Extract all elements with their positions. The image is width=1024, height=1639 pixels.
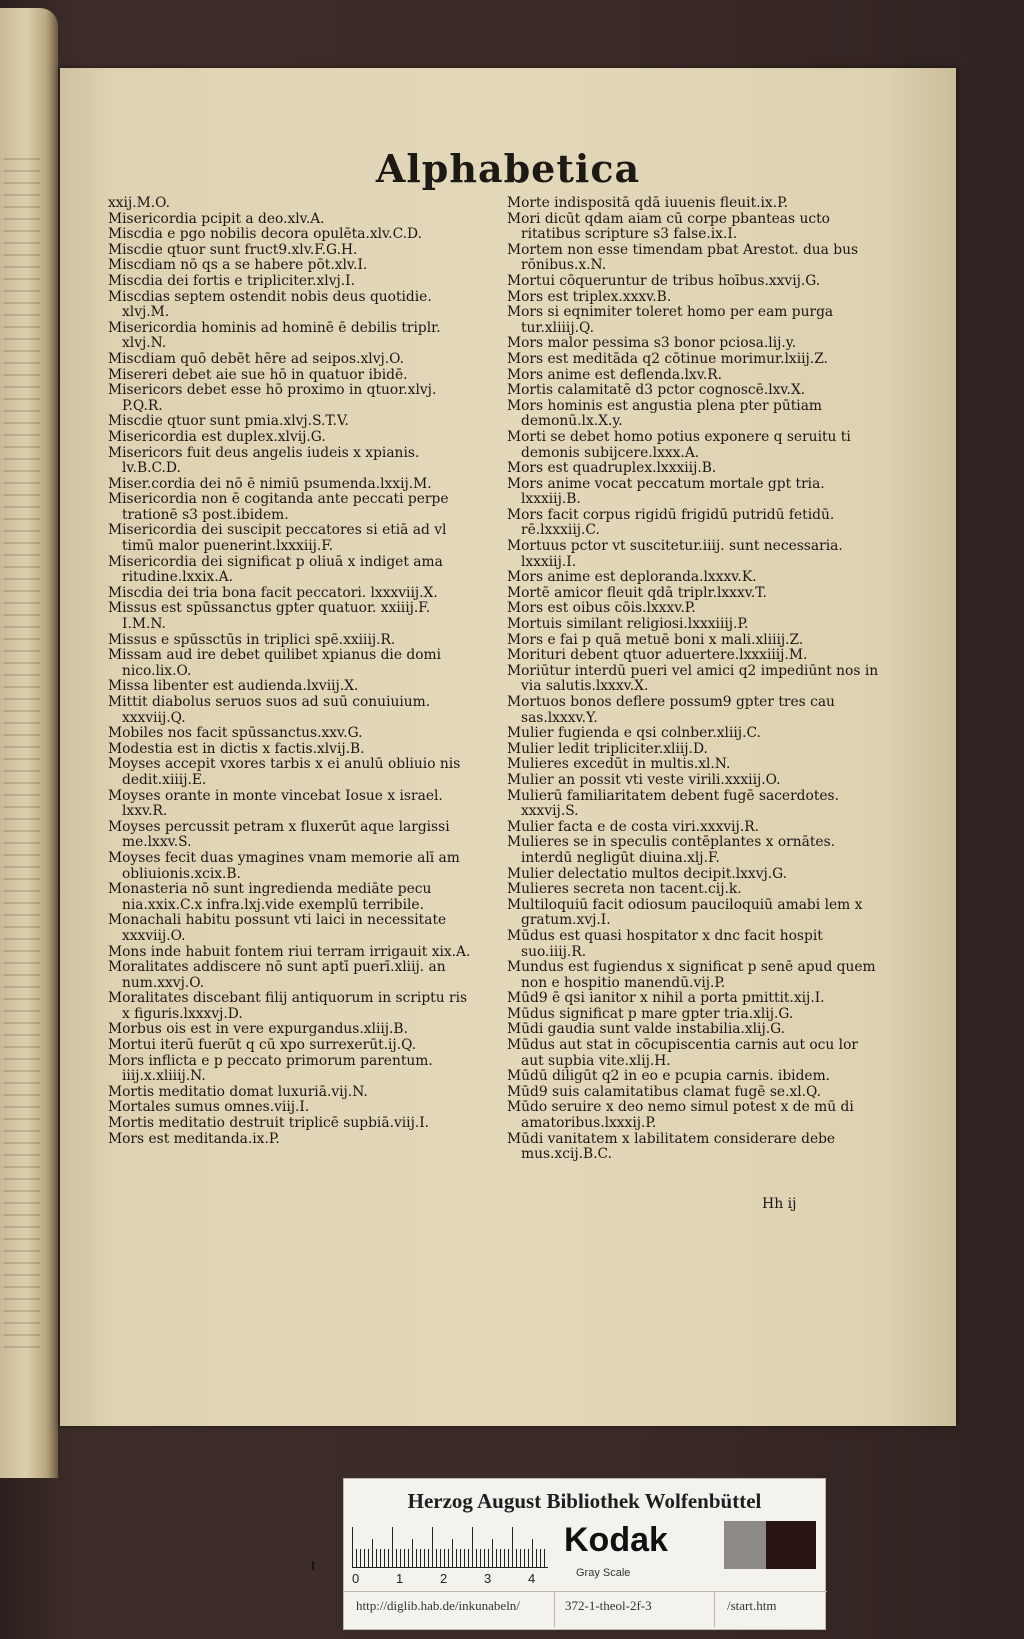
ruler-tick xyxy=(508,1549,509,1567)
index-entry: Morte indispositā qdā iuuenis fleuit.ix.P. xyxy=(507,195,788,211)
ruler-tick xyxy=(376,1549,377,1567)
index-entry: Miscdie qtuor sunt fruct9.xlv.F.G.H. xyxy=(108,241,358,258)
cm-ruler xyxy=(352,1525,548,1568)
index-entry: Mors inflicta e p peccato primorum parentum. iiij.x.xliiij.N. xyxy=(108,1052,433,1085)
index-entry: Miscdia dei tria bona facit peccatori. lxxxviij.X. xyxy=(108,584,438,601)
ruler-tick xyxy=(472,1527,473,1567)
ruler-tick xyxy=(520,1549,521,1567)
index-entry: Mors e fai p quā metuē boni x mali.xliiij.Z. xyxy=(507,631,804,648)
index-entry: Moralitates discebant filij antiquorum in scriptu ris x figuris.lxxxvj.D. xyxy=(108,990,468,1022)
ruler-tick xyxy=(408,1549,409,1567)
index-entry: Mors si eqnimiter toleret homo per eam purga tur.xliiij.Q. xyxy=(507,304,834,336)
index-entry: Misericordia dei significat p oliuā x indiget ama ritudine.lxxix.A. xyxy=(108,553,443,586)
index-entry: Modestia est in dictis x factis.xlvij.B. xyxy=(108,740,365,757)
index-entry: Mulier fugienda e qsi colnber.xliij.C. xyxy=(507,725,761,742)
index-entry: Moriūtur interdū pueri vel amici q2 impediūnt nos in via salutis.lxxxv.X. xyxy=(507,662,879,695)
ruler-tick xyxy=(444,1549,445,1567)
ruler-tick xyxy=(372,1539,373,1567)
index-entry: Mons inde habuit fontem riui terram irrigauit xix.A. xyxy=(108,943,471,960)
index-entry: Mobiles nos facit spūssanctus.xxv.G. xyxy=(108,725,363,742)
ruler-tick xyxy=(360,1549,361,1567)
index-entry: Moyses fecit duas ymagines vnam memorie alī am obliuionis.xcix.B. xyxy=(108,849,460,882)
ruler-tick xyxy=(456,1549,457,1567)
index-entry: Mortuos bonos deflere possum9 gpter tres cau sas.lxxxv.Y. xyxy=(507,694,835,726)
ruler-tick xyxy=(536,1549,537,1567)
index-entry: Misericordia dei suscipit peccatores si etiā ad vl timū malor puenerint.lxxxiij.F. xyxy=(108,522,447,555)
index-entry: Mors hominis est angustia plena pter pūtiam demonū.lx.X.y. xyxy=(507,397,823,430)
index-entry: Misericordia non ē cogitanda ante peccati perpe trationē s3 post.ibidem. xyxy=(108,491,449,523)
index-entry: Mulier ledit tripliciter.xliij.D. xyxy=(507,740,708,757)
ruler-tick xyxy=(412,1539,413,1567)
signature-mark: Hh ij xyxy=(762,1196,797,1212)
ruler-tick xyxy=(436,1549,437,1567)
gray-scale-label: Gray Scale xyxy=(576,1567,631,1579)
scan-target-card xyxy=(343,1478,826,1630)
index-entry: Mortis meditatio domat luxuriā.vij.N. xyxy=(108,1083,368,1100)
index-entry: Mulieres excedūt in multis.xl.N. xyxy=(507,756,731,773)
ruler-tick xyxy=(448,1549,449,1567)
kodak-logo: Kodak xyxy=(564,1521,668,1559)
index-entry: Misericordia hominis ad hominē ē debilis triplr. xlvj.N. xyxy=(108,319,441,352)
start-cell: /start.htm xyxy=(715,1591,827,1620)
index-entry: Moyses accepit vxores tarbis x ei anulū obliuio nis dedit.xiiij.E. xyxy=(108,756,461,788)
index-entry: Miscdiam nō qs a se habere pōt.xlv.I. xyxy=(108,257,368,274)
index-entry: Missus est spūssanctus gpter quatuor. xxiiij.F. I.M.N. xyxy=(108,600,431,633)
index-entry: Mortui cōqueruntur de tribus hoībus.xxvij.G. xyxy=(507,272,821,289)
ruler-tick xyxy=(504,1549,505,1567)
index-entry: Mors anime est deploranda.lxxxv.K. xyxy=(507,569,757,586)
index-entry: Mūd9 suis calamitatibus clamat fugē se.xl.Q. xyxy=(507,1083,822,1100)
index-entry: Misereri debet aie sue hō in quatuor ibidē. xyxy=(108,366,408,383)
index-entry: Mors est meditanda.ix.P. xyxy=(108,1130,280,1147)
left-index-column xyxy=(108,196,478,1147)
ruler-tick xyxy=(388,1549,389,1567)
ruler-tick xyxy=(364,1549,365,1567)
ruler-tick xyxy=(356,1549,357,1567)
ruler-tick xyxy=(484,1549,485,1567)
ruler-tick xyxy=(524,1549,525,1567)
dust-speck xyxy=(312,1561,314,1570)
index-entry: xxij.M.O. xyxy=(108,195,171,211)
ruler-tick xyxy=(352,1527,353,1567)
ruler-number-4: 4 xyxy=(528,1571,536,1586)
index-entry: Mors facit corpus rigidū frigidū putridū fetidū. rē.lxxxiij.C. xyxy=(507,506,835,539)
ruler-tick xyxy=(440,1549,441,1567)
index-entry: Morbus ois est in vere expurgandus.xliij.B. xyxy=(108,1021,408,1038)
index-entry: Moyses orante in monte vincebat Iosue x israel. lxxv.R. xyxy=(108,787,443,820)
index-entry: Mūdū diligūt q2 in eo e pcupia carnis. ibidem. xyxy=(507,1068,831,1085)
index-entry: Mori dicūt qdam aiam cū corpe pbanteas ucto ritatibus scripture s3 false.ix.I. xyxy=(507,210,830,243)
index-entry: Miser.cordia dei nō ē nimiū psumenda.lxxij.M. xyxy=(108,475,432,492)
index-entry: Misericors debet esse hō proximo in qtuor.xlvj. P.Q.R. xyxy=(108,382,437,414)
ruler-number-0: 0 xyxy=(352,1571,360,1586)
index-entry: Miscdie qtuor sunt pmia.xlvj.S.T.V. xyxy=(108,413,349,430)
index-entry: Monachali habitu possunt vti laici in necessitate xxxviij.O. xyxy=(108,912,447,944)
ruler-tick xyxy=(392,1527,393,1567)
index-entry: Missus e spūssctūs in triplici spē.xxiiij.R. xyxy=(108,631,396,648)
ruler-tick xyxy=(488,1549,489,1567)
index-entry: Mortis meditatio destruit triplicē supbiā.viij.I. xyxy=(108,1115,430,1132)
ruler-tick xyxy=(528,1549,529,1567)
index-entry: Miscdia e pgo nobilis decora opulēta.xlv.C.D. xyxy=(108,226,422,243)
book-page xyxy=(60,68,956,1426)
index-entry: Mors anime vocat peccatum mortale gpt tria. lxxxiij.B. xyxy=(507,475,825,508)
ruler-tick xyxy=(424,1549,425,1567)
index-entry: Mulieres secreta non tacent.cij.k. xyxy=(507,881,742,898)
index-entry: Mortis calamitatē d3 pctor cognoscē.lxv.X. xyxy=(507,382,806,399)
index-entry: Mūdi gaudia sunt valde instabilia.xlij.G. xyxy=(507,1021,786,1038)
ruler-tick xyxy=(492,1539,493,1567)
index-entry: Morituri debent qtuor aduertere.lxxxiiij.M. xyxy=(507,647,808,664)
ruler-tick xyxy=(428,1549,429,1567)
index-entry: Misericordia est duplex.xlvij.G. xyxy=(108,428,326,445)
index-entry: Miscdiam quō debēt hēre ad seipos.xlvj.O. xyxy=(108,350,405,367)
index-entry: Moyses percussit petram x fluxerūt aque largissi me.lxxv.S. xyxy=(108,818,450,851)
index-entry: Mūdus significat p mare gpter tria.xlij.G. xyxy=(507,1005,794,1022)
url-cell: http://diglib.hab.de/inkunabeln/ xyxy=(344,1591,564,1620)
shelfmark-cell: 372-1-theol-2f-3 xyxy=(555,1591,715,1620)
index-entry: Mortuus pctor vt suscitetur.iiij. sunt necessaria. lxxxiij.I. xyxy=(507,538,843,570)
index-entry: Mors est triplex.xxxv.B. xyxy=(507,288,672,305)
ruler-number-1: 1 xyxy=(396,1571,404,1586)
index-entry: Missam aud ire debet quilibet xpianus die domi nico.lix.O. xyxy=(108,647,442,679)
index-entry: Mortē amicor fleuit qdā triplr.lxxxv.T. xyxy=(507,584,767,601)
ruler-tick xyxy=(432,1527,433,1567)
index-entry: Mittit diabolus seruos suos ad suū conuiuium. xxxviij.Q. xyxy=(108,694,431,726)
ruler-tick xyxy=(452,1539,453,1567)
ruler-number-3: 3 xyxy=(484,1571,492,1586)
index-entry: Mūdus est quasi hospitator x dnc facit hospit suo.iiij.R. xyxy=(507,927,823,960)
index-entry: Mulier an possit vti veste virili.xxxiij.O. xyxy=(507,771,781,788)
facing-page-edge xyxy=(0,8,58,1478)
ruler-tick xyxy=(544,1549,545,1567)
index-entry: Missa libenter est audienda.lxviij.X. xyxy=(108,678,359,695)
ruler-tick xyxy=(384,1549,385,1567)
ruler-tick xyxy=(464,1549,465,1567)
index-entry: Mūdus aut stat in cōcupiscentia carnis aut ocu lor aut supbia vite.xlij.H. xyxy=(507,1037,858,1069)
ruler-tick xyxy=(416,1549,417,1567)
index-entry: Moralitates addiscere nō sunt aptī puerī.xliij. an num.xxvj.O. xyxy=(108,959,446,991)
index-entry: Mortales sumus omnes.viij.I. xyxy=(108,1099,310,1116)
index-entry: Mortuis similant religiosi.lxxxiiij.P. xyxy=(507,616,749,633)
ruler-tick xyxy=(468,1549,469,1567)
ruler-number-2: 2 xyxy=(440,1571,448,1586)
ruler-tick xyxy=(396,1549,397,1567)
ruler-tick xyxy=(476,1549,477,1567)
ruler-tick xyxy=(460,1549,461,1567)
index-entry: Mortui iterū fuerūt q cū xpo surrexerūt.ij.Q. xyxy=(108,1037,417,1054)
index-entry: Miscdia dei fortis e tripliciter.xlvj.I. xyxy=(108,272,355,289)
gray-swatch-dark xyxy=(766,1521,816,1569)
index-entry: Mūdi vanitatem x labilitatem considerare debe mus.xcij.B.C. xyxy=(507,1130,836,1163)
index-entry: Mulier delectatio multos decipit.lxxvj.G. xyxy=(507,865,788,882)
ruler-tick xyxy=(404,1549,405,1567)
facing-page-text-bleed xyxy=(4,158,40,1358)
index-entry: Mors est quadruplex.lxxxiij.B. xyxy=(507,460,717,477)
ruler-tick xyxy=(516,1549,517,1567)
ruler-tick xyxy=(500,1549,501,1567)
index-entry: Miscdias septem ostendit nobis deus quotidie. xlvj.M. xyxy=(108,288,432,321)
ruler-tick xyxy=(368,1549,369,1567)
index-entry: Mulierū familiaritatem debent fugē sacerdotes. xxxvij.S. xyxy=(507,787,839,820)
ruler-tick xyxy=(480,1549,481,1567)
ruler-tick xyxy=(380,1549,381,1567)
ruler-tick xyxy=(512,1527,513,1567)
index-entry: Multiloquiū facit odiosum pauciloquiū amabi lem x gratum.xvj.I. xyxy=(507,896,863,929)
index-entry: Mors est oibus cōis.lxxxv.P. xyxy=(507,600,696,617)
index-entry: Misericors fuit deus angelis iudeis x xpianis. lv.B.C.D. xyxy=(108,444,420,477)
ruler-tick xyxy=(400,1549,401,1567)
gray-swatch-mid xyxy=(724,1521,766,1569)
index-entry: Mors anime est deflenda.lxv.R. xyxy=(507,366,723,383)
index-entry: Mūd9 ē qsi ianitor x nihil a porta pmittit.xij.I. xyxy=(507,990,825,1007)
ruler-tick xyxy=(496,1549,497,1567)
page-heading: Alphabetica xyxy=(375,146,641,191)
index-entry: Misericordia pcipit a deo.xlv.A. xyxy=(108,210,325,227)
library-name: Herzog August Bibliothek Wolfenbüttel xyxy=(407,1489,762,1513)
index-entry: Monasteria nō sunt ingredienda mediāte pecu nia.xxix.C.x infra.lxj.vide exemplū terribile. xyxy=(108,881,432,913)
index-entry: Mors malor pessima s3 bonor pciosa.lij.y. xyxy=(507,335,797,352)
right-index-column xyxy=(507,196,881,1163)
index-entry: Morti se debet homo potius exponere q seruitu ti demonis subijcere.lxxx.A. xyxy=(507,428,851,461)
ruler-tick xyxy=(420,1549,421,1567)
index-entry: Mulier facta e de costa viri.xxxvij.R. xyxy=(507,818,759,835)
index-entry: Mūdo seruire x deo nemo simul potest x de mū di amatoribus.lxxxij.P. xyxy=(507,1099,854,1132)
index-entry: Mulieres se in speculis contēplantes x ornātes. interdū negligūt diuina.xlj.F. xyxy=(507,834,836,866)
ruler-tick xyxy=(532,1539,533,1567)
index-entry: Mundus est fugiendus x significat p senē apud quem non e hospitio manendū.vij.P. xyxy=(507,959,876,991)
ruler-tick xyxy=(540,1549,541,1567)
index-entry: Mors est meditāda q2 cōtinue morimur.lxiij.Z. xyxy=(507,350,828,367)
index-entry: Mortem non esse timendam pbat Arestot. dua bus rōnibus.x.N. xyxy=(507,241,859,274)
